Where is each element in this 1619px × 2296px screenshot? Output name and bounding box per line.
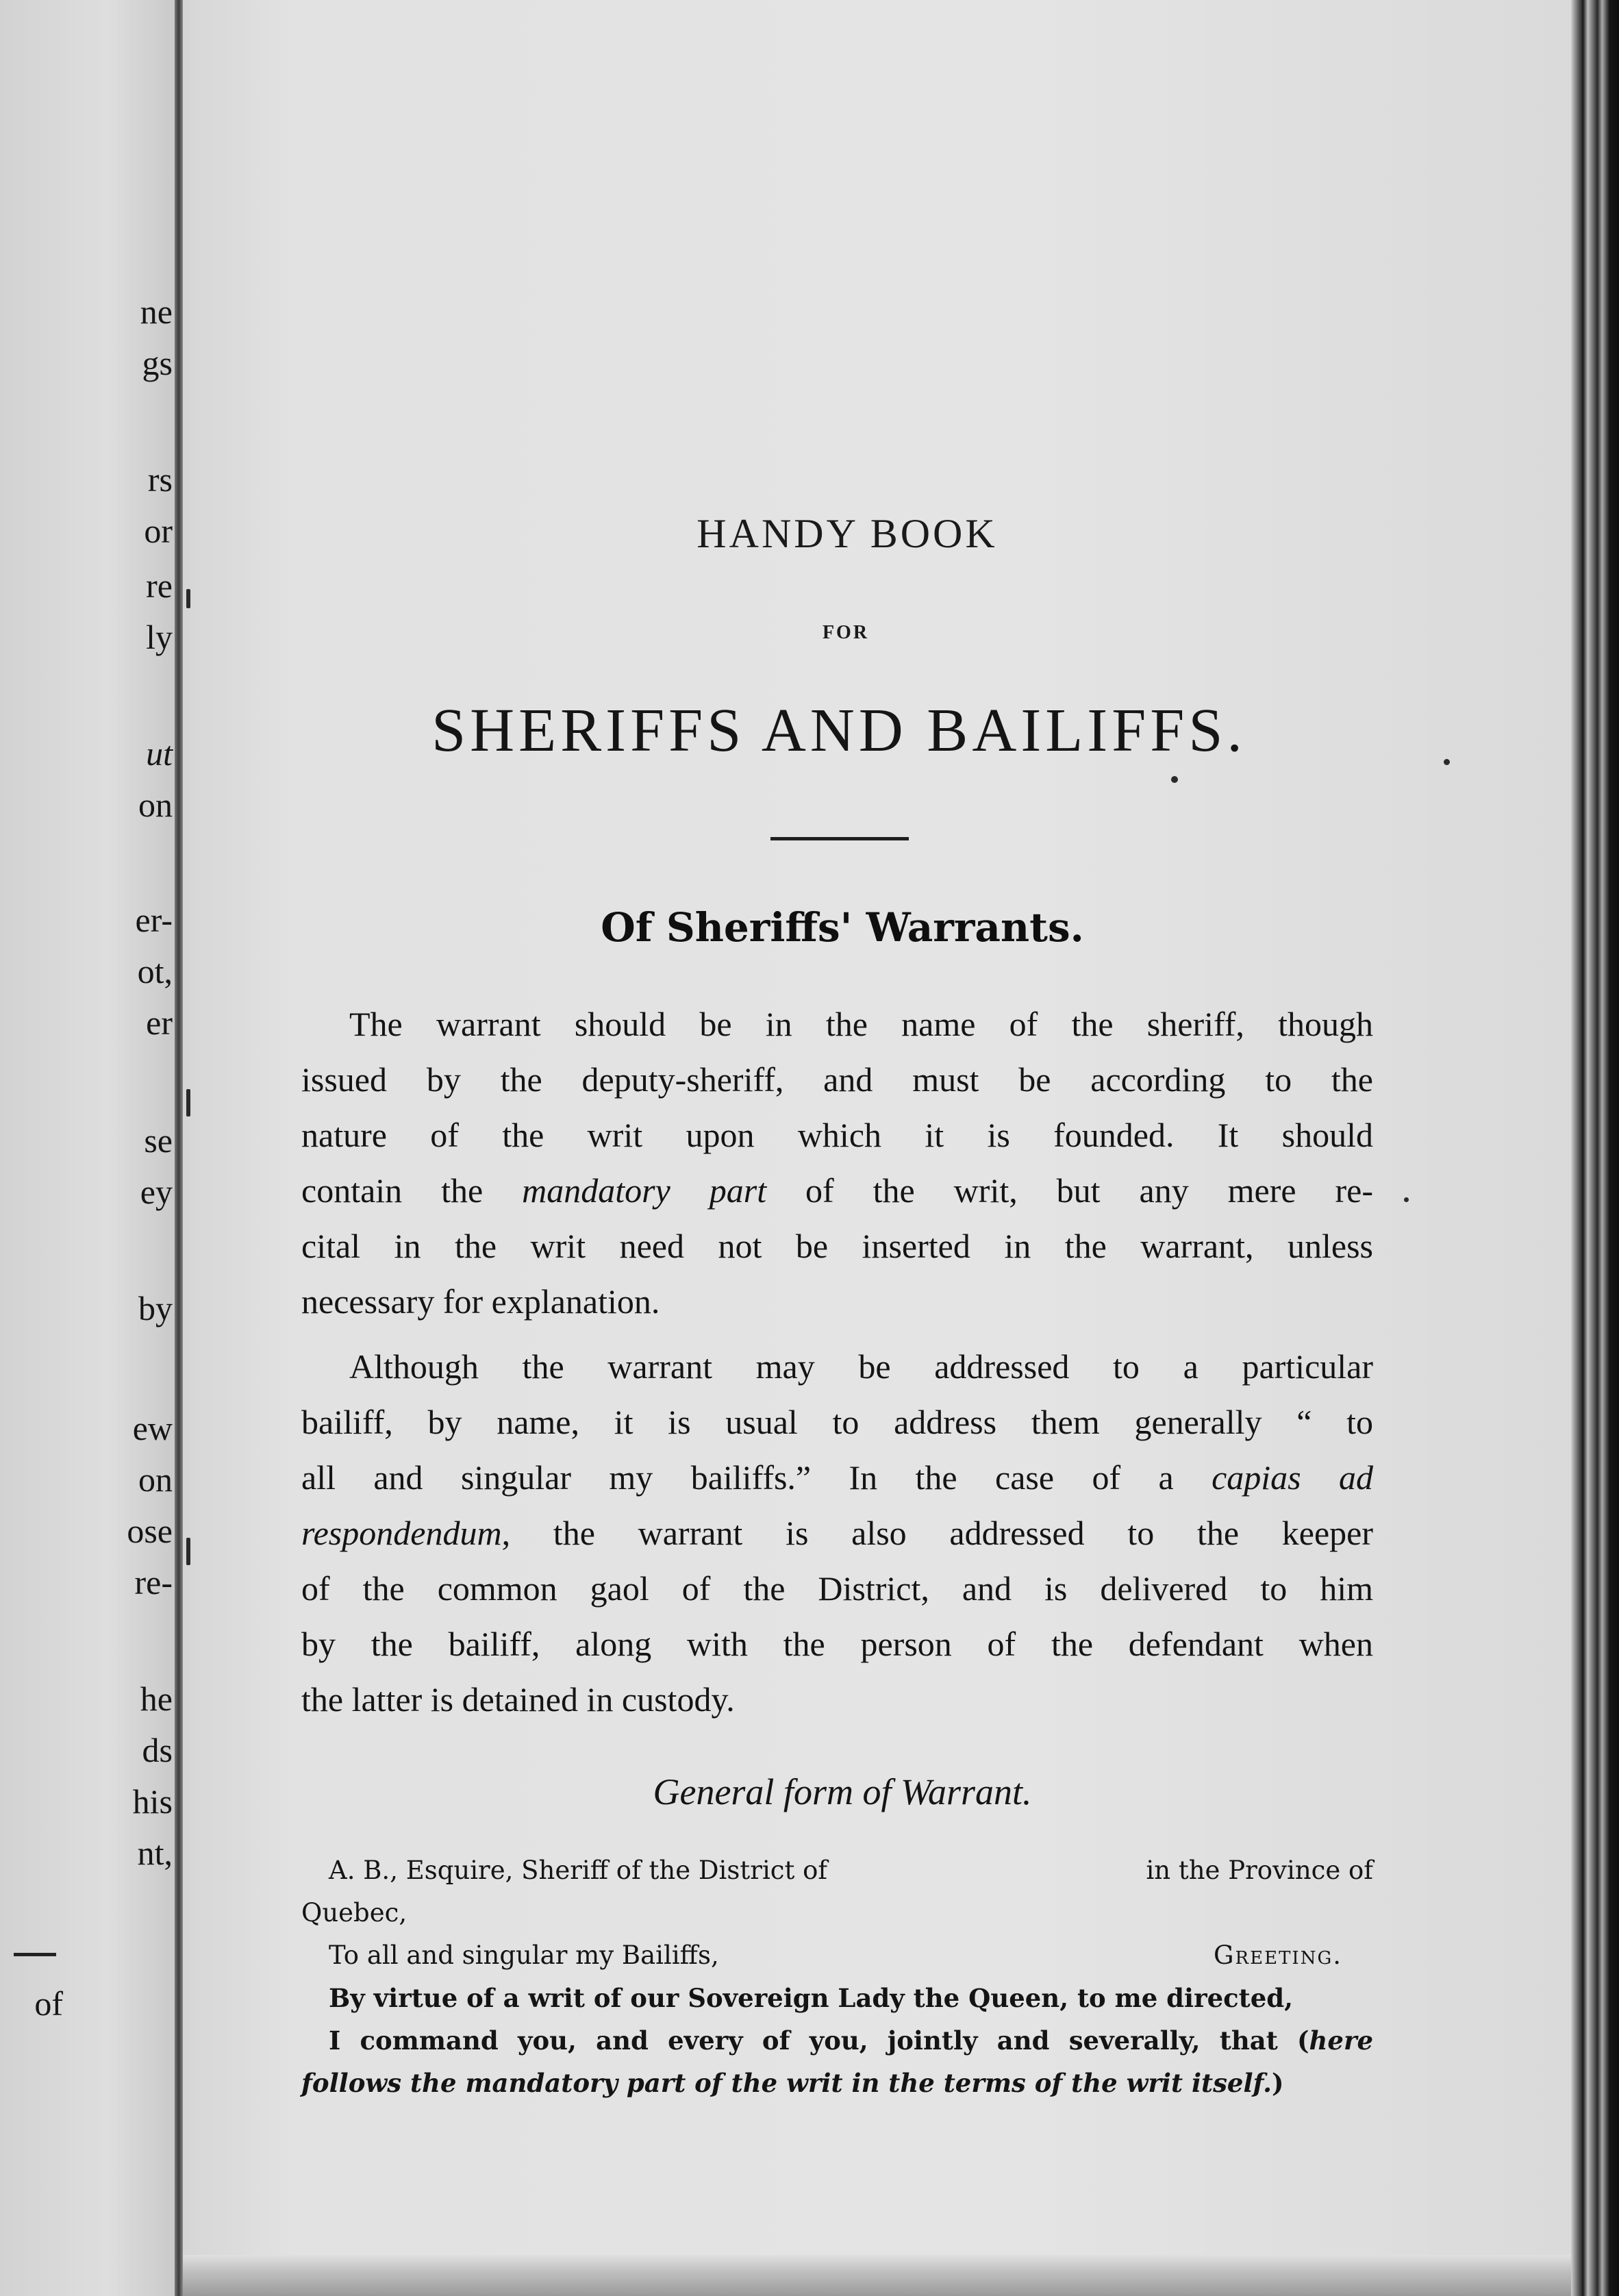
scan-mark	[186, 589, 190, 608]
form-line-4	[301, 1977, 1373, 2019]
form-line-6	[301, 2062, 1373, 2104]
form-line-5-italic: here	[1309, 2025, 1373, 2056]
facing-page-word-fragment: his	[132, 1782, 173, 1821]
scan-mark	[186, 1089, 190, 1116]
facing-page-word-fragment: rs	[147, 460, 173, 499]
facing-page-word-fragment: ne	[140, 292, 173, 331]
text-line	[301, 1506, 1373, 1561]
text-run: nature of the writ upon which it is founded. It should	[301, 1116, 1373, 1154]
text-run: all and singular my bailiffs.” In the case of a	[301, 1458, 1212, 1497]
warrant-form	[301, 1849, 1373, 2104]
form-line-6-close: )	[1272, 2068, 1284, 2098]
facing-page-word-fragment: of	[34, 1984, 63, 2023]
page-edge-stack	[1571, 0, 1619, 2296]
paragraph-warrant-name	[301, 997, 1373, 1330]
page-bottom-edge	[183, 2255, 1573, 2296]
text-run: cital in the writ need not be inserted in the warrant, unless	[301, 1227, 1373, 1265]
paragraph-warrant-address	[301, 1339, 1373, 1727]
facing-page-fragment	[0, 0, 179, 2296]
form-heading: General form of Warrant.	[653, 1771, 1032, 1812]
scan-speck	[1404, 1197, 1409, 1202]
text-line	[301, 1450, 1373, 1506]
facing-page-word-fragment: se	[144, 1121, 173, 1160]
form-line-2	[301, 1892, 1373, 1934]
form-line-4-text: By virtue of a writ of our Sovereign Lady the Queen, to me directed,	[329, 1983, 1294, 2013]
facing-page-word-fragment: on	[138, 786, 173, 824]
text-line	[301, 1617, 1373, 1672]
facing-page-word-fragment: he	[140, 1680, 173, 1718]
italic-phrase: mandatory part	[522, 1171, 767, 1210]
form-line-3-left: To all and singular my Bailiffs,	[329, 1941, 719, 1970]
form-greeting: Greeting.	[1214, 1941, 1342, 1970]
text-line	[301, 1274, 1373, 1330]
running-title: HANDY BOOK	[696, 511, 998, 556]
form-line-1-right: in the Province of	[1146, 1856, 1373, 1885]
text-run: of the writ, but any mere re-	[766, 1171, 1374, 1210]
scan-mark	[186, 1538, 190, 1565]
book-title: SHERIFFS AND BAILIFFS.	[431, 697, 1246, 764]
facing-page-word-fragment: or	[144, 512, 173, 550]
facing-page-word-fragment: er	[146, 1003, 173, 1042]
text-run: contain the	[301, 1171, 523, 1210]
form-line-2-text: Quebec,	[301, 1898, 407, 1927]
facing-page-rule	[14, 1953, 56, 1956]
text-line	[301, 1339, 1373, 1395]
text-line	[301, 1395, 1373, 1450]
form-line-1-left: A. B., Esquire, Sheriff of the District of	[329, 1856, 828, 1885]
text-run: the latter is detained in custody.	[301, 1680, 735, 1719]
text-line	[301, 1672, 1373, 1727]
form-line-3	[301, 1934, 1373, 1977]
facing-page-word-fragment: nt,	[137, 1834, 173, 1872]
facing-page-word-fragment: ey	[140, 1173, 173, 1211]
facing-page-word-fragment: re	[146, 566, 173, 605]
text-run: of the common gaol of the District, and is delivered to him	[301, 1569, 1373, 1608]
facing-page-word-fragment: on	[138, 1460, 173, 1499]
text-line	[301, 997, 1373, 1052]
italic-phrase: capias ad	[1212, 1458, 1374, 1497]
section-heading: Of Sheriffs' Warrants.	[601, 904, 1084, 951]
facing-page-word-fragment: ds	[142, 1731, 173, 1769]
title-rule	[770, 837, 909, 840]
form-line-5	[301, 2019, 1373, 2062]
book-gutter	[175, 0, 183, 2296]
facing-page-word-fragment: ut	[146, 734, 173, 773]
facing-page-word-fragment: by	[138, 1289, 173, 1327]
text-line	[301, 1163, 1373, 1219]
text-run: issued by the deputy-sheriff, and must be according to the	[301, 1060, 1373, 1099]
text-line	[301, 1108, 1373, 1163]
facing-page-word-fragment: ose	[127, 1512, 173, 1550]
title-connector: FOR	[822, 622, 870, 643]
italic-phrase: respondendum	[301, 1514, 502, 1552]
scan-speck	[1444, 759, 1450, 765]
text-line	[301, 1219, 1373, 1274]
facing-page-word-fragment: ly	[146, 618, 173, 656]
form-line-6-italic: follows the mandatory part of the writ in the terms of the writ itself.	[301, 2068, 1272, 2098]
text-line	[301, 1052, 1373, 1108]
facing-page-word-fragment: gs	[142, 344, 173, 382]
facing-page-word-fragment: ot,	[137, 952, 173, 990]
text-line	[301, 1561, 1373, 1617]
text-run: necessary for explanation.	[301, 1282, 660, 1321]
text-run: bailiff, by name, it is usual to address them generally “ to	[301, 1403, 1373, 1441]
text-run: Although the warrant may be addressed to a particular	[349, 1347, 1373, 1386]
text-run: The warrant should be in the name of the sheriff, though	[349, 1005, 1373, 1043]
facing-page-word-fragment: ew	[132, 1409, 173, 1447]
text-run: by the bailiff, along with the person of the defendant when	[301, 1625, 1373, 1663]
text-run: , the warrant is also addressed to the keeper	[501, 1514, 1373, 1552]
form-line-1	[301, 1849, 1373, 1892]
facing-page-word-fragment: re-	[134, 1563, 173, 1601]
facing-page-word-fragment: er-	[135, 901, 173, 939]
form-line-5-text: I command you, and every of you, jointly and severally, that (	[329, 2025, 1309, 2056]
scan-speck	[1171, 776, 1178, 783]
